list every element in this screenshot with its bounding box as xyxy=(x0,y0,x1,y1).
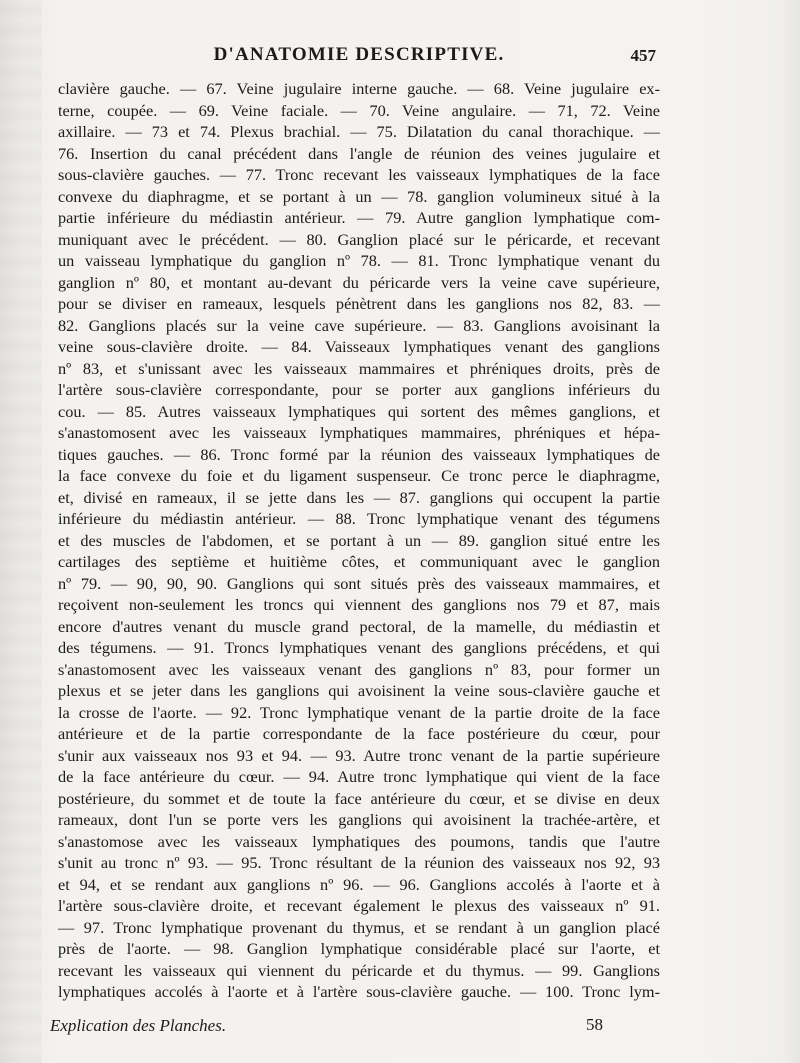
footer-signature-number: 58 xyxy=(586,1015,603,1034)
text-line xyxy=(58,766,660,788)
text-line-content: pour se diviser en rameaux, lesquels pénètrent dans les ganglions nos 82, 83. — xyxy=(58,294,660,313)
text-line xyxy=(58,659,660,681)
text-line xyxy=(58,745,660,767)
text-line-content: l'artère sous-clavière droite, et recevant également le plexus des vaisseaux nº 91. xyxy=(58,896,660,915)
text-line-content: nº 79. — 90, 90, 90. Ganglions qui sont situés près des vaisseaux mammaires, et xyxy=(58,573,660,593)
text-line-content: nº 83, et s'unissant avec les vaisseaux mammaires et phréniques droits, près de xyxy=(58,358,660,378)
text-line xyxy=(58,487,660,509)
footer-signature-title: Explication des Planches. xyxy=(50,1016,227,1035)
text-line xyxy=(58,336,660,358)
text-line-content: s'anastomosent avec les vaisseaux venant des ganglions nº 83, pour former un xyxy=(58,659,660,679)
text-line xyxy=(58,444,660,466)
text-line xyxy=(58,422,660,444)
text-line-content: rameaux, dont l'un se porte vers les ganglions qui avoisinent la trachée-artère, et xyxy=(58,810,660,829)
body-text xyxy=(58,78,660,1003)
text-line-content: encore d'autres venant du muscle grand pectoral, de la mamelle, du médiastin et xyxy=(58,616,660,636)
text-line xyxy=(58,530,660,552)
text-line-content: convexe du diaphragme, et se portant à un — 78. ganglion volumineux situé à la xyxy=(58,186,660,206)
page-number: 457 xyxy=(630,46,656,65)
text-line-content: postérieure, du sommet et de toute la face antérieure du cœur, et se divise en deux xyxy=(58,788,660,808)
text-line-content: s'unit au tronc nº 93. — 95. Tronc résultant de la réunion des vaisseaux nos 92, 93 xyxy=(58,853,660,872)
text-line xyxy=(58,164,660,186)
text-line-content: la crosse de l'aorte. — 92. Tronc lymphatique venant de la partie droite de la face xyxy=(58,702,660,722)
text-line xyxy=(58,573,660,595)
text-line xyxy=(58,207,660,229)
text-line xyxy=(58,379,660,401)
text-line-content: recevant les vaisseaux qui viennent du péricarde et du thymus. — 99. Ganglions xyxy=(58,960,660,980)
text-line-content: — 97. Tronc lymphatique provenant du thymus, et se rendant à un ganglion placé xyxy=(58,917,660,937)
text-line-content: 76. Insertion du canal précédent dans l'angle de réunion des veines jugulaire et xyxy=(58,143,660,163)
text-line-content: partie inférieure du médiastin antérieur. — 79. Autre ganglion lymphatique com- xyxy=(58,208,660,227)
text-line xyxy=(58,680,660,702)
text-line xyxy=(58,551,660,573)
text-line-content: et 94, et se rendant aux ganglions nº 96. — 96. Ganglions accolés à l'aorte et à xyxy=(58,874,660,894)
text-line-content: s'anastomosent avec les vaisseaux lymphatiques mammaires, phréniques et hépa- xyxy=(58,423,660,442)
text-line-content: un vaisseau lymphatique du ganglion nº 78. — 81. Tronc lymphatique venant du xyxy=(58,251,660,270)
text-line xyxy=(58,315,660,337)
text-line xyxy=(58,508,660,530)
text-line-content: plexus et se jeter dans les ganglions qui avoisinent la veine sous-clavière gauche et xyxy=(58,681,660,700)
text-line xyxy=(58,465,660,487)
text-line xyxy=(58,401,660,423)
text-line-content: ganglion nº 80, et montant au-devant du péricarde vers la veine cave supérieure, xyxy=(58,272,660,292)
text-line xyxy=(58,143,660,165)
text-line xyxy=(58,702,660,724)
text-line-content: s'unir aux vaisseaux nos 93 et 94. — 93. Autre tronc venant de la partie supérieure xyxy=(58,745,660,765)
text-line-content: tiques gauches. — 86. Tronc formé par la réunion des vaisseaux lymphatiques de xyxy=(58,444,660,464)
text-line-content: et des muscles de l'abdomen, et se portant à un — 89. ganglion situé entre les xyxy=(58,530,660,550)
text-line-content: et, divisé en rameaux, il se jette dans les — 87. ganglions qui occupent la partie xyxy=(58,487,660,507)
text-line xyxy=(58,788,660,810)
text-line xyxy=(58,358,660,380)
text-line xyxy=(58,594,660,616)
text-line xyxy=(58,250,660,272)
text-line-content: 82. Ganglions placés sur la veine cave supérieure. — 83. Ganglions avoisinant la xyxy=(58,315,660,335)
bleed-through-margin xyxy=(0,0,42,1063)
text-line-content: axillaire. — 73 et 74. Plexus brachial. — 75. Dilatation du canal thorachique. — xyxy=(58,122,660,141)
text-line-content: cou. — 85. Autres vaisseaux lymphatiques qui sortent des mêmes ganglions, et xyxy=(58,401,660,421)
text-line-content: sous-clavière gauches. — 77. Tronc recevant les vaisseaux lymphatiques de la face xyxy=(58,165,660,184)
text-line-content: près de l'aorte. — 98. Ganglion lymphatique considérable placé sur l'aorte, et xyxy=(58,939,660,958)
text-line-content: la face convexe du foie et du ligament suspenseur. Ce tronc perce le diaphragme, xyxy=(58,466,660,485)
text-line-content: reçoivent non-seulement les troncs qui viennent des ganglions nos 79 et 87, mais xyxy=(58,595,660,614)
running-header: D'ANATOMIE DESCRIPTIVE. xyxy=(213,44,505,65)
text-line xyxy=(58,229,660,251)
text-line-content: de la face antérieure du cœur. — 94. Autre tronc lymphatique qui vient de la face xyxy=(58,767,660,786)
text-line xyxy=(58,917,660,939)
text-line-content: muniquant avec le précédent. — 80. Ganglion placé sur le péricarde, et recevant xyxy=(58,229,660,249)
text-line-content: des tégumens. — 91. Troncs lymphatiques venant des ganglions précédens, et qui xyxy=(58,638,660,657)
text-line xyxy=(58,831,660,853)
text-line xyxy=(58,981,660,1003)
text-line xyxy=(58,895,660,917)
text-line xyxy=(58,100,660,122)
text-line xyxy=(58,809,660,831)
text-line-content: veine sous-clavière droite. — 84. Vaisseaux lymphatiques venant des ganglions xyxy=(58,337,660,356)
text-line xyxy=(58,293,660,315)
text-line-content: clavière gauche. — 67. Veine jugulaire interne gauche. — 68. Veine jugulaire ex- xyxy=(58,79,660,98)
text-line xyxy=(58,723,660,745)
text-line-content: antérieure et de la partie correspondante de la face postérieure du cœur, pour xyxy=(58,724,660,743)
text-line-content: l'artère sous-clavière correspondante, pour se porter aux ganglions inférieurs du xyxy=(58,380,660,399)
text-line-content: lymphatiques accolés à l'aorte et à l'artère sous-clavière gauche. — 100. Tronc lym- xyxy=(58,982,660,1001)
text-line-content: inférieure du médiastin antérieur. — 88. Tronc lymphatique venant des tégumens xyxy=(58,509,660,528)
text-line-content: terne, coupée. — 69. Veine faciale. — 70. Veine angulaire. — 71, 72. Veine xyxy=(58,100,660,120)
text-line-content: cartilages des septième et huitième côtes, et communiquant avec le ganglion xyxy=(58,552,660,571)
text-line xyxy=(58,852,660,874)
text-line xyxy=(58,960,660,982)
text-line xyxy=(58,272,660,294)
text-line-content: s'anastomose avec les vaisseaux lymphatiques des poumons, tandis que l'autre xyxy=(58,831,660,851)
text-line xyxy=(58,121,660,143)
text-line xyxy=(58,186,660,208)
text-line xyxy=(58,637,660,659)
text-line xyxy=(58,874,660,896)
text-line xyxy=(58,616,660,638)
text-line xyxy=(58,78,660,100)
text-line xyxy=(58,938,660,960)
